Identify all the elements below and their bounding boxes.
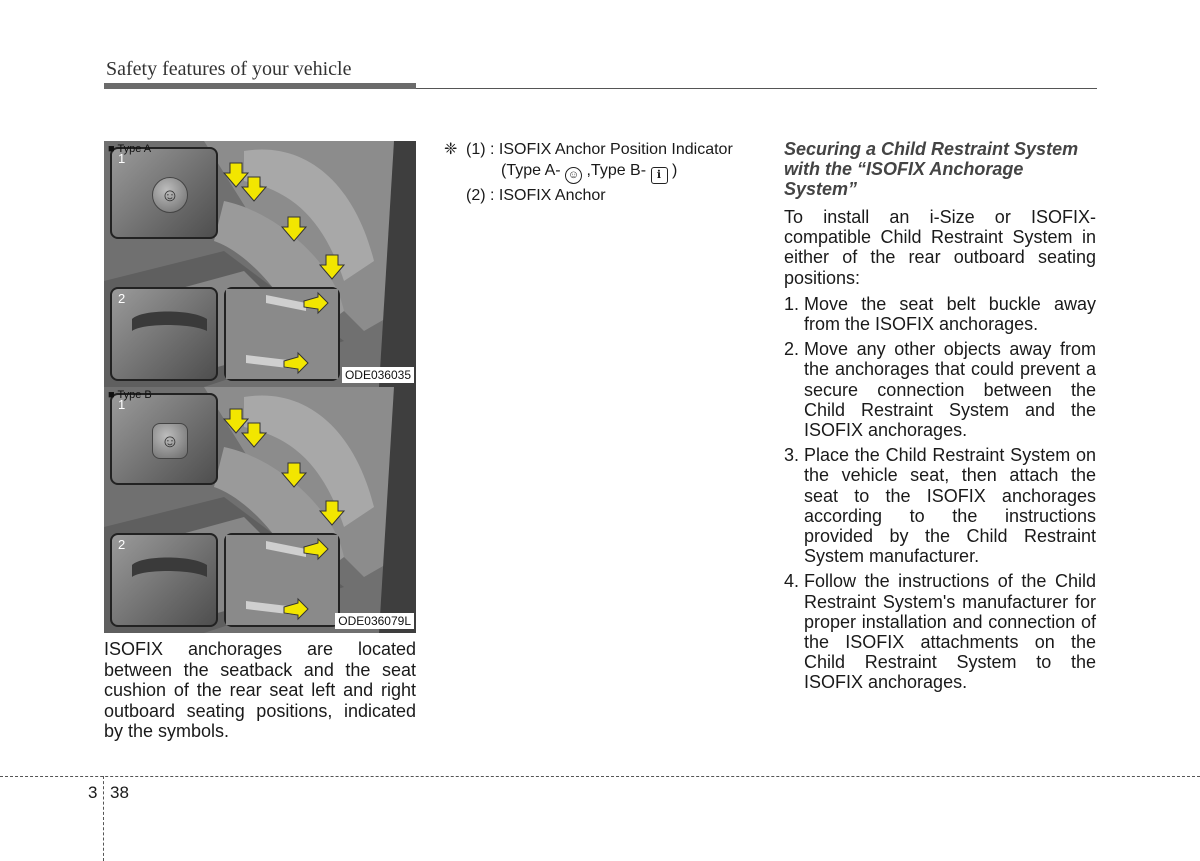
install-steps: [784, 294, 1096, 693]
figure-type-a: [104, 141, 416, 387]
page-header-title: Safety features of your vehicle: [106, 58, 352, 80]
figure-type-label: ■ Type A: [108, 143, 152, 155]
header-rule-thick: [104, 83, 416, 89]
figure-type-b: [104, 387, 416, 633]
callout-2: 2: [118, 537, 126, 552]
note-type-b-text: ,Type B-: [582, 162, 651, 179]
list-item: [784, 571, 1096, 692]
note-line-1: (1) : ISOFIX Anchor Position Indicator: [466, 141, 733, 158]
callout-1: 1: [118, 151, 126, 166]
step-text: Move any other objects away from the anchorages that could prevent a secure connection between the Child Restraint System and the ISOFIX anchorages.: [804, 339, 1096, 441]
note-line-3: (2) : ISOFIX Anchor: [466, 187, 606, 204]
figure-code: ODE036079L: [335, 613, 414, 629]
figure-type-label: ■ Type B: [108, 389, 152, 401]
note-symbol: ❈: [444, 141, 458, 158]
section-heading: [784, 139, 1096, 199]
note-close-text: ): [667, 162, 678, 179]
footer-vertical-rule: [103, 776, 104, 861]
step-number: 1.: [784, 293, 800, 314]
step-text: Place the Child Restraint System on the vehicle seat, then attach the seat to the ISOFIX anchorages according to the instructions provided by the Child Restraint System manufacturer.: [804, 445, 1096, 567]
step-number: 2.: [784, 339, 800, 360]
figure-code: ODE036035: [342, 367, 414, 383]
step-text: Move the seat belt buckle away from the ISOFIX anchorages.: [804, 293, 1096, 335]
list-item: [784, 445, 1096, 566]
isofix-circle-icon: ☺: [565, 167, 582, 184]
step-number: 3.: [784, 445, 800, 466]
chapter-number: 3: [88, 783, 98, 802]
heading-line-2: with the “ISOFIX Anchorage: [784, 159, 1024, 179]
heading-line-3: System”: [784, 179, 858, 199]
isofix-square-icon: ☺: [152, 423, 188, 459]
securing-section: [784, 139, 1096, 698]
callout-2: 2: [118, 291, 126, 306]
note-type-a-text: (Type A-: [501, 162, 566, 179]
heading-line-1: Securing a Child Restraint System: [784, 139, 1079, 159]
note-line-2: [501, 160, 677, 184]
indicator-arrows: [104, 387, 416, 633]
indicator-arrows: [104, 141, 416, 387]
header-rule-thin: [416, 88, 1097, 89]
section-intro: To install an i-Size or ISOFIX-compatible Child Restraint System in either of the rear outboard seating positions:: [784, 207, 1096, 288]
page-number: 38: [110, 783, 129, 802]
isofix-square-icon: ℹ: [651, 167, 668, 184]
step-number: 4.: [784, 571, 800, 592]
list-item: [784, 339, 1096, 440]
isofix-circle-icon: ☺: [152, 177, 188, 213]
footer-rule: [0, 776, 1200, 777]
step-text: Follow the instructions of the Child Restraint System's manufacturer for proper installation and connection of the ISOFIX attachments on the Child Restraint System to the ISOFIX anchorages.: [804, 571, 1096, 693]
callout-1: 1: [118, 397, 126, 412]
isofix-location-paragraph: ISOFIX anchorages are located between the seatback and the seat cushion of the rear seat left and right outboard seating positions, indicated by the symbols.: [104, 639, 416, 741]
list-item: [784, 294, 1096, 334]
